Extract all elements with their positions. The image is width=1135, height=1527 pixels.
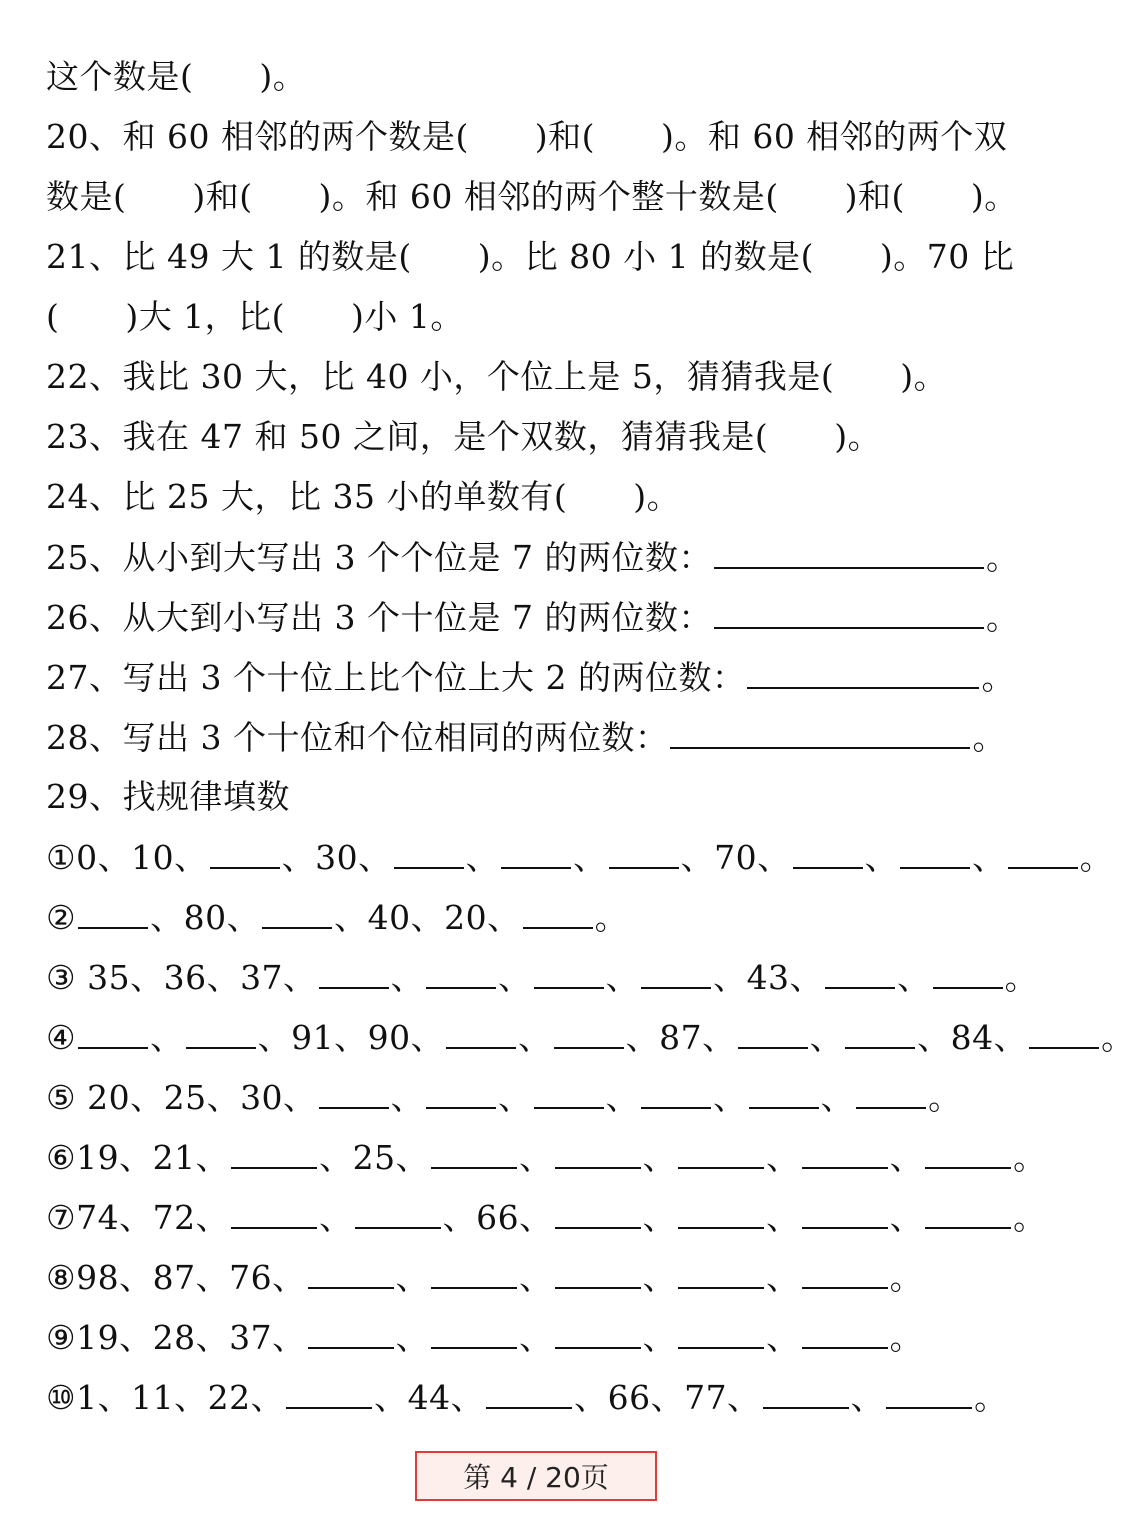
blank-2[interactable] [426, 957, 496, 989]
blank-4[interactable] [641, 1077, 711, 1109]
separator: 、 [395, 1318, 430, 1357]
sequence-marker: ① [46, 838, 77, 877]
page-number-text: 第 4 / 20页 [463, 1461, 609, 1494]
blank-6[interactable] [900, 837, 970, 869]
separator: 、 [605, 1078, 640, 1117]
separator: 、 [642, 1198, 677, 1237]
period: 。 [594, 898, 629, 937]
sequence-text: 、30、 [281, 838, 392, 877]
blank-1[interactable] [319, 957, 389, 989]
separator: 、43、 [713, 958, 824, 997]
blank-4[interactable] [678, 1317, 764, 1349]
sequence-text: 、66、77、 [574, 1378, 761, 1417]
period: 。 [1013, 1138, 1047, 1177]
sequence-marker: ⑥ [46, 1138, 77, 1177]
period: 。 [974, 1378, 1008, 1417]
blank-1[interactable] [210, 837, 280, 869]
blank-5[interactable] [802, 1257, 888, 1289]
period: 。 [889, 1318, 924, 1357]
blank-4[interactable] [678, 1197, 764, 1229]
separator: 、 [390, 1078, 425, 1117]
blank-1[interactable] [308, 1317, 394, 1349]
separator: 、 [972, 838, 1006, 877]
sequence-text: 35、36、37、 [76, 958, 317, 997]
blank-6[interactable] [845, 1017, 915, 1049]
separator: 、 [390, 958, 425, 997]
period: 。 [985, 598, 1020, 637]
blank-4[interactable] [886, 1377, 972, 1409]
sequence-marker: ⑩ [46, 1378, 77, 1417]
blank-3[interactable] [763, 1377, 849, 1409]
blank-5[interactable] [825, 957, 895, 989]
separator: 、 [642, 1138, 677, 1177]
separator: 、 [889, 1198, 924, 1237]
question-29-title: 29、找规律填数 [46, 777, 290, 816]
sequence-text: 、66、 [442, 1198, 553, 1237]
separator: 、 [498, 1078, 532, 1117]
question-23: 23、我在 47 和 50 之间，是个双数，猜猜我是( )。 [46, 417, 882, 456]
blank-3[interactable] [555, 1197, 641, 1229]
blank-1[interactable] [231, 1197, 317, 1229]
blank-3[interactable] [501, 837, 571, 869]
sequence-1 [46, 837, 1114, 878]
separator: 、 [713, 1078, 747, 1117]
separator: 、 [897, 958, 931, 997]
separator: 、 [766, 1198, 800, 1237]
sequence-4 [46, 1017, 1135, 1058]
separator: 、 [519, 1258, 553, 1297]
separator: 、 [605, 958, 640, 997]
blank-1[interactable] [78, 897, 148, 929]
blank-2[interactable] [394, 837, 464, 869]
separator: 、 [642, 1318, 677, 1357]
separator: 、 [864, 838, 899, 877]
question-text: 28、写出 3 个十位和个位相同的两位数： [46, 718, 669, 757]
separator: 、 [766, 1318, 800, 1357]
blank-1[interactable] [78, 1017, 148, 1049]
separator: 、 [766, 1258, 800, 1297]
blank-5[interactable] [802, 1197, 888, 1229]
answer-blank[interactable] [714, 537, 984, 569]
blank-2[interactable] [426, 1077, 496, 1109]
blank-4[interactable] [641, 957, 711, 989]
sequence-marker: ⑦ [46, 1198, 77, 1237]
sequence-marker: ⑨ [46, 1318, 77, 1357]
question-25 [46, 537, 1036, 578]
blank-4[interactable] [678, 1137, 764, 1169]
blank-2[interactable] [355, 1197, 441, 1229]
sequence-text: 、87、 [625, 1018, 736, 1057]
sequence-8 [46, 1257, 1036, 1298]
sequence-6 [46, 1137, 1047, 1178]
blank-2[interactable] [486, 1377, 572, 1409]
sequence-text: 、84、 [917, 1018, 1028, 1057]
sequence-text: 0、10、 [76, 838, 208, 877]
question-26 [46, 597, 1036, 638]
separator: 、 [150, 1018, 184, 1057]
period: 。 [928, 1078, 962, 1117]
sequence-text: 1、11、22、 [76, 1378, 285, 1417]
sequence-text: 19、21、 [76, 1138, 230, 1177]
text-line-1: 这个数是( )。 [46, 57, 307, 96]
separator: 、 [519, 1318, 553, 1357]
blank-2[interactable] [431, 1257, 517, 1289]
sequence-text: 、25、 [319, 1138, 430, 1177]
blank-3[interactable] [534, 957, 604, 989]
blank-5[interactable] [749, 1077, 819, 1109]
blank-5[interactable] [802, 1317, 888, 1349]
blank-2[interactable] [262, 897, 332, 929]
sequence-text: 19、28、37、 [76, 1318, 306, 1357]
blank-1[interactable] [231, 1137, 317, 1169]
separator: 、 [850, 1378, 885, 1417]
period: 。 [1004, 958, 1039, 997]
sequence-text: 98、87、76、 [76, 1258, 306, 1297]
blank-2[interactable] [431, 1137, 517, 1169]
blank-4[interactable] [678, 1257, 764, 1289]
period: 。 [972, 718, 1006, 757]
blank-3[interactable] [555, 1257, 641, 1289]
question-text: 27、写出 3 个十位上比个位上大 2 的两位数： [46, 658, 746, 697]
sequence-text: 74、72、 [76, 1198, 230, 1237]
blank-5[interactable] [793, 837, 863, 869]
blank-5[interactable] [802, 1137, 888, 1169]
sequence-text: 20、25、30、 [76, 1078, 317, 1117]
sequence-text: 、40、20、 [334, 898, 521, 937]
blank-3[interactable] [523, 897, 593, 929]
question-20-line-2: 数是( )和( )。和 60 相邻的两个整十数是( )和( )。 [46, 177, 1018, 216]
period: 。 [981, 658, 1015, 697]
separator: 、 [518, 1018, 552, 1057]
answer-blank[interactable] [747, 657, 979, 689]
separator: 、 [766, 1138, 800, 1177]
period: 。 [1101, 1018, 1135, 1057]
sequence-text: 、44、 [374, 1378, 485, 1417]
blank-5[interactable] [738, 1017, 808, 1049]
sequence-2 [46, 897, 1036, 938]
separator: 、 [319, 1198, 353, 1237]
blank-4[interactable] [554, 1017, 624, 1049]
sequence-marker: ③ [46, 958, 77, 997]
separator: 、 [395, 1258, 430, 1297]
blank-1[interactable] [308, 1257, 394, 1289]
answer-blank[interactable] [714, 597, 984, 629]
blank-7[interactable] [1008, 837, 1078, 869]
blank-6[interactable] [925, 1197, 1011, 1229]
sequence-marker: ⑤ [46, 1078, 77, 1117]
separator: 、 [498, 958, 532, 997]
page-number-indicator [415, 1451, 657, 1501]
period: 。 [889, 1258, 924, 1297]
separator: 、 [642, 1258, 677, 1297]
blank-2[interactable] [186, 1017, 256, 1049]
question-27 [46, 657, 1036, 698]
separator: 、 [889, 1138, 924, 1177]
period: 。 [1079, 838, 1114, 877]
sequence-text: 、80、 [150, 898, 261, 937]
period: 。 [985, 538, 1020, 577]
question-21-line-1: 21、比 49 大 1 的数是( )。比 80 小 1 的数是( )。70 比 [46, 237, 1015, 276]
blank-6[interactable] [856, 1077, 926, 1109]
sequence-text: 、70、 [680, 838, 791, 877]
sequence-7 [46, 1197, 1047, 1238]
sequence-3 [46, 957, 1039, 998]
sequence-5 [46, 1077, 1036, 1118]
sequence-marker: ④ [46, 1018, 77, 1057]
answer-blank[interactable] [670, 717, 970, 749]
separator: 、 [809, 1018, 844, 1057]
blank-1[interactable] [286, 1377, 372, 1409]
blank-6[interactable] [933, 957, 1003, 989]
blank-3[interactable] [446, 1017, 516, 1049]
question-28 [46, 717, 1036, 758]
blank-4[interactable] [609, 837, 679, 869]
separator: 、 [465, 838, 500, 877]
blank-3[interactable] [555, 1317, 641, 1349]
separator: 、 [573, 838, 607, 877]
sequence-text: 、91、90、 [257, 1018, 445, 1057]
blank-2[interactable] [431, 1317, 517, 1349]
separator: 、 [820, 1078, 855, 1117]
question-21-line-2: ( )大 1，比( )小 1。 [46, 297, 464, 336]
question-20-line-1: 20、和 60 相邻的两个数是( )和( )。和 60 相邻的两个双 [46, 117, 1008, 156]
blank-3[interactable] [534, 1077, 604, 1109]
sequence-marker: ② [46, 898, 77, 937]
question-22: 22、我比 30 大，比 40 小，个位上是 5，猜猜我是( )。 [46, 357, 948, 396]
separator: 、 [519, 1138, 553, 1177]
blank-3[interactable] [555, 1137, 641, 1169]
question-24: 24、比 25 大，比 35 小的单数有( )。 [46, 477, 681, 516]
question-text: 26、从大到小写出 3 个十位是 7 的两位数： [46, 598, 712, 637]
blank-7[interactable] [1029, 1017, 1099, 1049]
blank-6[interactable] [925, 1137, 1011, 1169]
sequence-10 [46, 1377, 1036, 1418]
blank-1[interactable] [319, 1077, 389, 1109]
sequence-marker: ⑧ [46, 1258, 77, 1297]
question-text: 25、从小到大写出 3 个个位是 7 的两位数： [46, 538, 712, 577]
period: 。 [1013, 1198, 1047, 1237]
sequence-9 [46, 1317, 1036, 1358]
